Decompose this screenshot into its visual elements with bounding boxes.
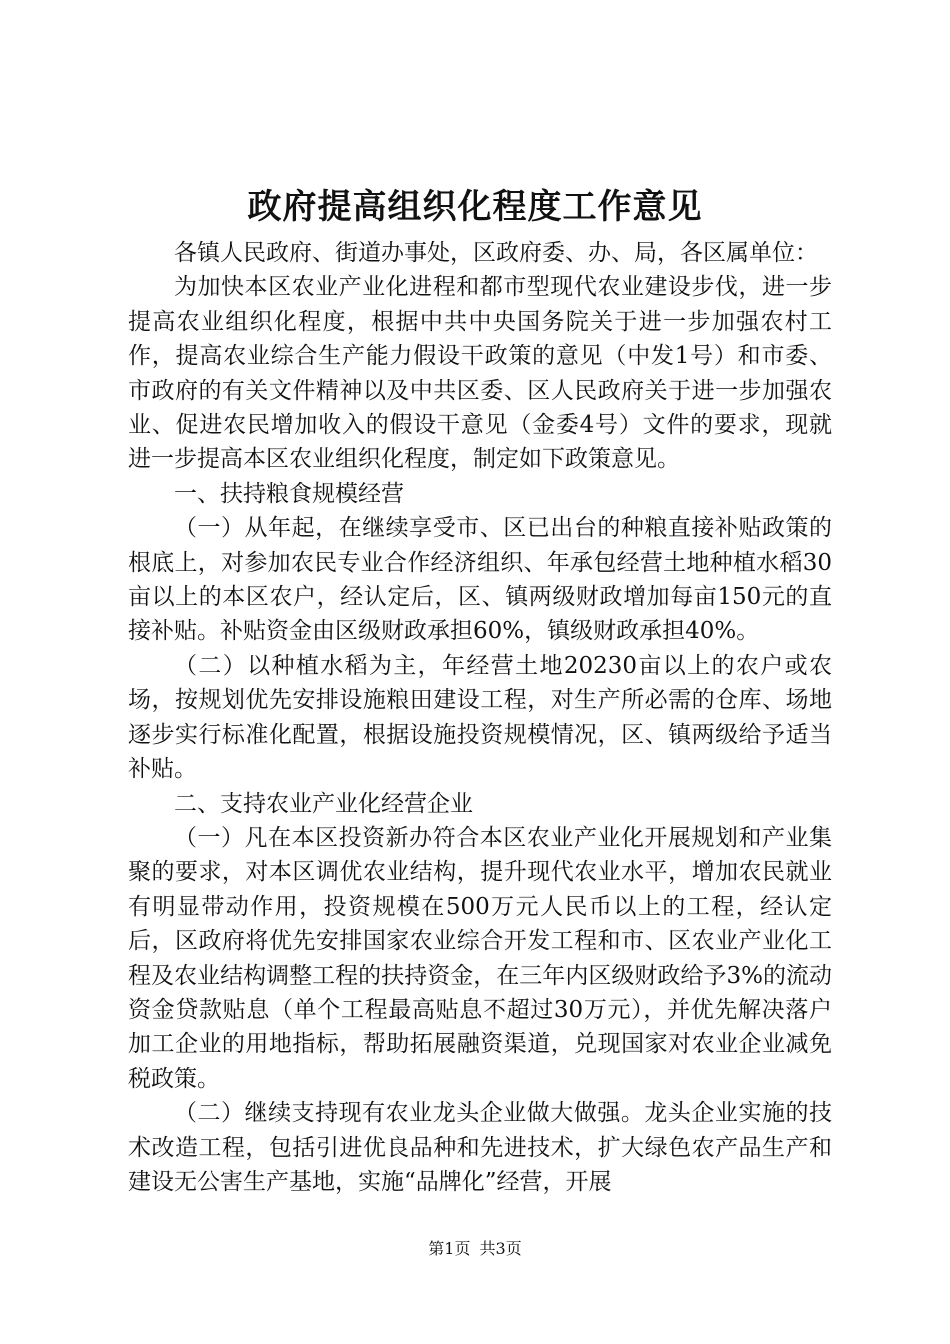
salutation-paragraph: 各镇人民政府、街道办事处，区政府委、办、局，各区属单位：: [174, 240, 818, 266]
document-body: [128, 236, 832, 1199]
page-footer: [0, 1238, 950, 1260]
section-1-item-2: （二）以种植水稻为主，年经营土地20230亩以上的农户或农场，按规划优先安排设施粮田建设工程，对生产所必需的仓库、场地逐步实行标准化配置，根据设施投资规模情况，区、镇两级给予适当补贴。: [128, 652, 832, 783]
section-2-item-1: （一）凡在本区投资新办符合本区农业产业化开展规划和产业集聚的要求，对本区调优农业结构，提升现代农业水平，增加农民就业有明显带动作用，投资规模在500万元人民币以上的工程，经认定后，区政府将优先安排国家农业综合开发工程和市、区农业产业化工程及农业结构调整工程的扶持资金，在三年内区级财政给予3%的流动资金贷款贴息（单个工程最高贴息不超过30万元），并优先解决落户加工企业的用地指标，帮助拓展融资渠道，兑现国家对农业企业减免税政策。: [128, 824, 832, 1092]
section-heading-2: 二、支持农业产业化经营企业: [174, 790, 473, 817]
intro-paragraph: 为加快本区农业产业化进程和都市型现代农业建设步伐，进一步提高农业组织化程度，根据中共中央国务院关于进一步加强农村工作，提高农业综合生产能力假设干政策的意见（中发1号）和市委、市政府的有关文件精神以及中共区委、区人民政府关于进一步加强农业、促进农民增加收入的假设干意见（金委4号）文件的要求，现就进一步提高本区农业组织化程度，制定如下政策意见。: [128, 274, 832, 473]
page-total: 共3页: [479, 1239, 522, 1258]
section-2-item-2: （二）继续支持现有农业龙头企业做大做强。龙头企业实施的技术改造工程，包括引进优良品种和先进技术，扩大绿色农产品生产和建设无公害生产基地，实施“品牌化”经营，开展: [128, 1100, 832, 1195]
section-1-item-1: （一）从年起，在继续享受市、区已出台的种粮直接补贴政策的根底上，对参加农民专业合作经济组织、年承包经营土地种植水稻30亩以上的本区农户，经认定后，区、镇两级财政增加每亩150元的直接补贴。补贴资金由区级财政承担60%，镇级财政承担40%。: [128, 515, 832, 645]
section-heading-1: 一、扶持粮食规模经营: [174, 480, 404, 507]
document-title: 政府提高组织化程度工作意见: [247, 187, 703, 227]
page-number: 第1页: [428, 1239, 471, 1258]
